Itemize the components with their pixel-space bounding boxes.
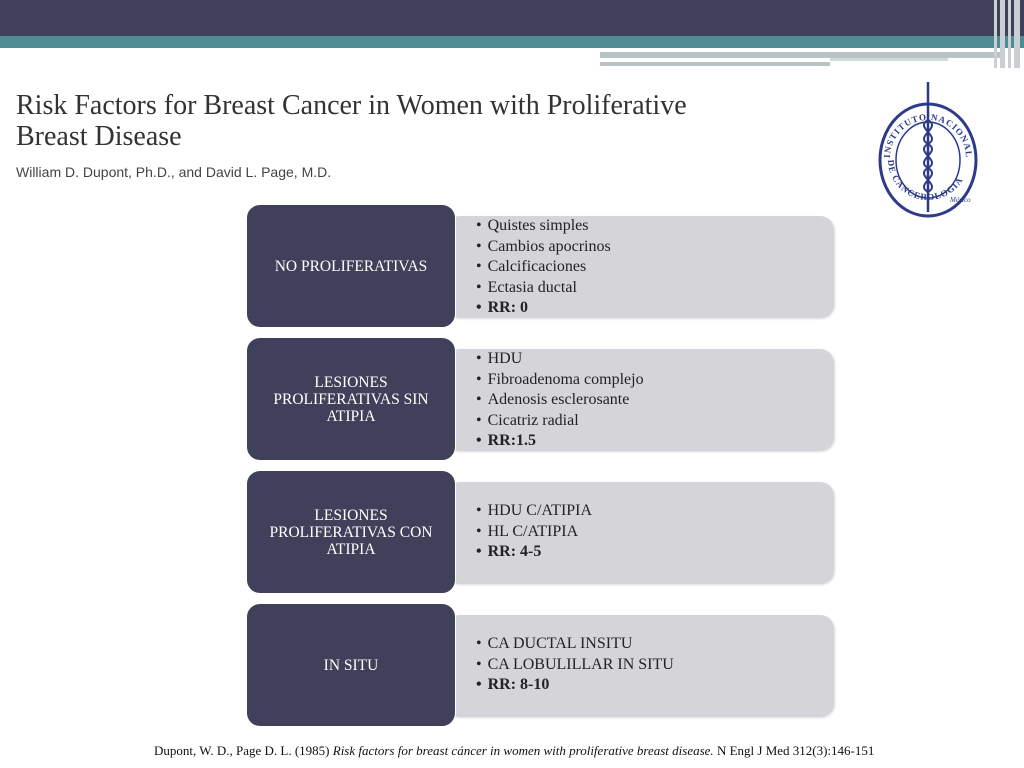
list-item: • Calcificaciones: [476, 257, 611, 278]
logo-text-top: INSTITUTO NACIONAL: [881, 111, 975, 159]
classification-row: [246, 204, 836, 330]
citation-title: Risk factors for breast cáncer in women with proliferative breast disease.: [332, 743, 714, 758]
relative-risk: • RR: 4-5: [476, 542, 592, 563]
relative-risk: • RR: 8-10: [476, 675, 674, 696]
list-item: • Cambios apocrinos: [476, 237, 611, 258]
items-list: [476, 634, 674, 696]
relative-risk: • RR:1.5: [476, 431, 644, 452]
category-label: NO PROLIFERATIVAS: [274, 257, 428, 275]
items-list: [476, 349, 644, 452]
article-authors: William D. Dupont, Ph.D., and David L. Page, M.D.: [16, 164, 332, 180]
items-list: [476, 216, 611, 319]
category-label: LESIONES PROLIFERATIVAS SIN ATIPIA: [273, 373, 429, 425]
decor-stripe: [830, 58, 948, 61]
citation: [154, 743, 874, 759]
logo-text-country: México: [950, 196, 971, 204]
list-item: • Ectasia ductal: [476, 278, 611, 299]
decor-vertical-bars: [992, 0, 1024, 68]
list-item: • HDU: [476, 349, 644, 370]
classification-row: [246, 337, 836, 463]
article-title-line: Breast Disease: [16, 121, 182, 152]
list-item: • Cicatriz radial: [476, 411, 644, 432]
list-item: • HL C/ATIPIA: [476, 522, 592, 543]
list-item: • Fibroadenoma complejo: [476, 370, 644, 391]
category-box: [246, 470, 456, 594]
list-item: • Quistes simples: [476, 216, 611, 237]
category-box: [246, 603, 456, 727]
logo-text-bottom: DE CANCEROLOGIA: [885, 159, 965, 203]
classification-row: [246, 470, 836, 596]
category-label: LESIONES PROLIFERATIVAS CON ATIPIA: [269, 506, 433, 558]
list-item: • CA DUCTAL INSITU: [476, 634, 674, 655]
list-item: • CA LOBULILLAR IN SITU: [476, 655, 674, 676]
category-box: [246, 204, 456, 328]
list-item: • Adenosis esclerosante: [476, 390, 644, 411]
article-title: [16, 90, 796, 152]
decor-stripe: [600, 62, 830, 66]
category-box: [246, 337, 456, 461]
list-item: • HDU C/ATIPIA: [476, 501, 592, 522]
items-list: [476, 501, 592, 563]
header-band: [0, 0, 1024, 36]
category-label: IN SITU: [323, 656, 379, 674]
institution-logo: [876, 80, 980, 220]
citation-journal: N Engl J Med 312(3):146-151: [713, 743, 875, 758]
relative-risk: • RR: 0: [476, 298, 611, 319]
header-accent-band: [0, 36, 1024, 48]
classification-row: [246, 603, 836, 729]
article-title-line: Risk Factors for Breast Cancer in Women with Proliferative: [16, 90, 687, 121]
citation-authors: Dupont, W. D., Page D. L. (1985): [154, 743, 333, 758]
